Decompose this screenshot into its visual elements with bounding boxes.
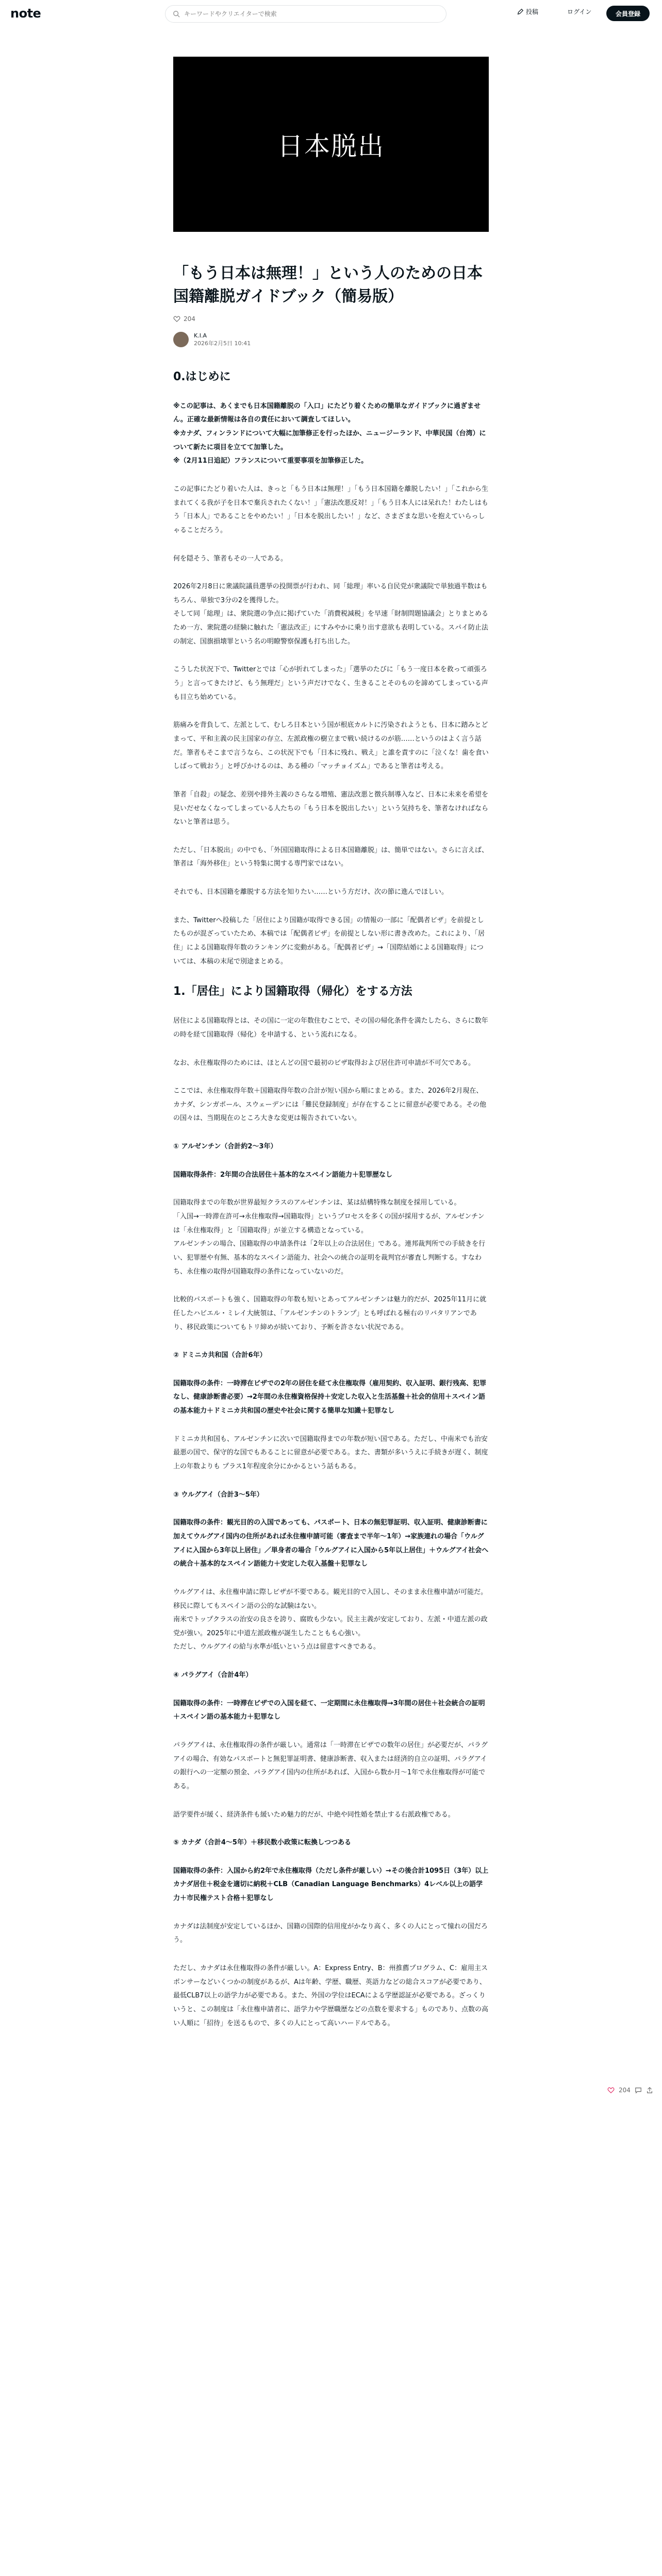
author-name[interactable]: K.I.A — [194, 332, 207, 339]
condition: 国籍取得の条件：一時滞在ビザでの2年の居住を経て永住権取得（雇用契約、収入証明、銀行残高、犯罪なし、健康診断書必要）→2年間の永住権資格保持＋安定した収入と生活基盤＋社会的信用＋スペイン語の基本能力＋ドミニカ共和国の歴史や社会に関する簡単な知識＋犯罪なし — [173, 1379, 487, 1415]
paragraph: 何を隠そう、筆者もその一人である。 — [173, 554, 288, 563]
post-date: 2026年2月5日 10:41 — [194, 340, 251, 347]
heart-icon — [173, 315, 180, 323]
article-body — [173, 368, 489, 2030]
country-heading: ③ ウルグアイ（合計3〜5年） — [173, 1490, 263, 1499]
hero-image — [173, 57, 489, 232]
condition: 国籍取得の条件：一時滞在ビザでの入国を経て、一定期間に永住権取得→3年間の居住＋社会統合の証明＋スペイン語の基本能力＋犯罪なし — [173, 1699, 485, 1721]
paragraph: 国籍取得までの年数が世界最短クラスのアルゼンチンは、某は結構特殊な制度を採用している。 「入国→一時滞在許可→永住権取得→国籍取得」というプロセスを多くの国が採用するが、アルゼンチンは「永住権取得」と「国籍取得」が並立する構造となっている。 アルゼンチンの場合、国籍取得の申請条件は「2年以上の合法居住」である。連邦裁判所での手続きを行い、犯罪歴や有無、基本的なスペイン語能力、社会への統合の証明を裁判官が審査し判断する。すなわち、永住権の取得が国籍取得の条件になっていないのだ。 — [173, 1199, 486, 1276]
login-button[interactable]: ログイン — [567, 8, 592, 15]
paragraph: この記事にたどり着いた人は、きっと「もう日本は無理！」「もう日本国籍を離脱したい！」「これから生まれてくる我が子を日本で棄兵されたくない！」「憲法改悪反対！」「もう日本人には呆れた！わたしはもう「日本人」であることをやめたい！」「日本を脱出したい！」など、さまざまな思いを抱えていらっしゃることだろう。 — [173, 485, 489, 534]
country-heading: ⑤ カナダ（合計4〜5年）＋移民数小政策に転換しつつある — [173, 1839, 351, 1847]
country-heading: ① アルゼンチン（合計約2〜3年） — [173, 1143, 277, 1151]
paragraph: パラグアイは、永住権取得の条件が厳しい。通常は「一時滞在ビザでの数年の居住」が必要だが、パラグアイの場合、有効なパスポートと無犯罪証明書、健康診断書、収入または経済的自立の証明、パラグアイの銀行への一定額の預金、パラグアイ国内の住所があれば、入国から数か月〜1年で永住権取得が可能である。 — [173, 1741, 488, 1790]
paragraph: 筆者「自殺」の疑念、差別や排外主義のさらなる増殖、憲法改悪と徴兵制導入など、日本に未来を希望を見いだせなくなってしまっている人たちの「もう日本を脱出したい」という気持ちを、筆者なければならないと筆者は思う。 — [173, 790, 489, 826]
floating-actions — [607, 2087, 653, 2094]
section-heading: 0.はじめに — [173, 370, 231, 383]
share-icon[interactable] — [646, 2087, 653, 2094]
pencil-icon — [517, 8, 524, 15]
article-title: 「もう日本は無理！」という人のための日本国籍離脱ガイドブック（簡易版） — [173, 264, 483, 306]
comment-icon[interactable] — [635, 2087, 642, 2094]
search-input[interactable] — [184, 10, 432, 18]
author-block[interactable] — [173, 332, 489, 348]
paragraph: 2026年2月8日に衆議院議員選挙の投開票が行われ、同「総理」率いる自民党が衆議院で単独過半数はもちろん、単独で3分の2を獲得した。 そして同「総理」は、衆院選の争点に掲げていた「消費税減税」を早速「財制問題協議会」とりまとめるため一方、衆院選の経験に触れた「憲法改正」にすみやかに乗り出す意欲も表明している。スパイ防止法の制定、国旗損壊罪という名の明瞭警察保護も打ち出した。 — [173, 583, 489, 646]
paragraph: ここでは、永住権取得年数＋国籍取得年数の合計が短い国から順にまとめる。また、2026年2月現在、カナダ、シンガポール、スウェーデンには「難民登録制度」が存在することに留意が必要である。その他の国々は、当期現在のところ大きな変更は報告されていない。 — [173, 1087, 487, 1123]
hero-text: 日本脱出 — [277, 131, 385, 161]
intro-note: ※この記事は、あくまでも日本国籍離脱の「入口」にたどり着くための簡単なガイドブックに過ぎません。正確な最新情報は各自の責任において調査してほしい。 ※カナダ、フィンランドについて大幅に加筆修正を行ったほか、ニュージーランド、中華民国（台湾）について新たに項目を立てて加筆した。 ※（2月11日追記）フランスについて重要事項を加筆修正した。 — [173, 402, 486, 465]
condition: 国籍取得条件：2年間の合法居住＋基本的なスペイン語能力＋犯罪歴なし — [173, 1171, 393, 1179]
paragraph: 語学要件が緩く、経済条件も緩いため魅力的だが、中絶や同性婚を禁止する右派政権である。 — [173, 1810, 455, 1819]
country-heading: ④ パラグアイ（合計4年） — [173, 1671, 253, 1680]
paragraph: ドミニカ共和国も、アルゼンチンに次いで国籍取得までの年数が短い国である。ただし、中南米でも治安最悪の国で、保守的な国でもあることに留意が必要である。また、書類が多いうえに手続きが遅く、制度上の年数よりも プラス1年程度余分にかかるという話もある。 — [173, 1435, 488, 1471]
search-icon — [173, 10, 180, 18]
paragraph: また、Twitterへ投稿した「居住により国籍が取得できる国」の情報の一部に「配偶者ビザ」を前提としたものが混ざっていたため、本稿では「配偶者ビザ」を前提としない形に書き改めた。これにより、「居住」による国籍取得年数のランキングに変動がある。「配偶者ビザ」→「国際結婚による国籍取得」については、本稿の末尾で別途まとめる。 — [173, 916, 485, 965]
paragraph: それでも、日本国籍を離脱する方法を知りたい……という方だけ、次の節に進んでほしい。 — [173, 888, 449, 896]
float-likes-count: 204 — [619, 2087, 631, 2094]
section-heading: 1.「居住」により国籍取得（帰化）をする方法 — [173, 985, 412, 998]
likes-count: 204 — [184, 315, 195, 323]
paragraph: 筋痛みを背負して、左派として、むしろ日本という国が根底カルトに汚染されようとも、日本に踏みとどまって、平和主義の民主国家の存立、左派政権の樹立まで戦い続けるのが筋……というのはよく言う話だ。筆者もそこまで言うなら、この状況下でも「日本に残れ、戦え」と誰を責すのに「泣くな！歯を食いしばって戦おう」と呼びかけるのは、ある種の「マッチョイズム」であると筆者は考える。 — [173, 721, 489, 771]
condition: 国籍取得の条件：観光目的の入国であっても、パスポート、日本の無犯罪証明、収入証明、健康診断書に加えてウルグアイ国内の住所があれば永住権申請可能（審査まで半年〜1年）→家族連れの場合「ウルグアイに入国から3年以上居住」／単身者の場合「ウルグアイに入国から5年以上居住」＋ウルグアイ社会への統合＋基本的なスペイン語能力＋安定した収入基盤＋犯罪なし — [173, 1519, 489, 1568]
like-heart-icon[interactable] — [607, 2087, 615, 2094]
paragraph: ただし、カナダは永住権取得の条件が厳しい。A：Express Entry、B：州推薦プログラム、C：雇用主スポンサーなどいくつかの制度があるが、Aは年齢、学歴、職歴、英語力などの総合スコアが必要であり、最低CLB7以上の語学力が必要である。また、外国の学位はECAによる学歴認証が必要である。ざっくりいうと、この制度は「永住権申請者に、語学力や学歴職歴などの点数を要求する」ものであり、点数の高い人順に「招待」を送るもので、多くの人にとって高いハードルである。 — [173, 1964, 489, 2027]
likes-row[interactable] — [173, 315, 489, 323]
paragraph: カナダは法制度が安定しているほか、国籍の国際的信用度がかなり高く、多くの人にとって憧れの国だろう。 — [173, 1922, 488, 1944]
top-header — [0, 0, 662, 27]
paragraph: ウルグアイは、永住権申請に際しビザが不要である。観光目的で入国し、そのまま永住権申請が可能だ。移民に際してもスペイン語の公的な試験はない。 南米でトップクラスの治安の良さを誇り、腐敗も少ない。民主主義が安定しており、左派・中道左派の政党が強い。2025年に中道左派政権が誕生したこともも心強い。 ただし、ウルグアイの給与水準が低いという点は留意すべきである。 — [173, 1588, 488, 1651]
paragraph: こうした状況下で、Twitterとでは「心が折れてしまった」「選挙のたびに「もう一度日本を救って頑張ろう」と言ってきたけど、もう無理だ」という声だけでなく、生きることそのものを諦めてしまっている声も目立ち始めている。 — [173, 666, 488, 701]
paragraph: 居住による国籍取得とは、その国に一定の年数住むことで、その国の帰化条件を満たしたら、さらに数年の時を経て国籍取得（帰化）を申請する、という流れになる。 — [173, 1017, 488, 1039]
post-label: 投稿 — [526, 8, 539, 15]
paragraph: ただし、「日本脱出」の中でも、「外国国籍取得による日本国籍離脱」は、簡単ではない。さらに言えば、筆者は「海外移住」という特集に関する専門家ではない。 — [173, 846, 489, 868]
search-bar[interactable] — [165, 5, 446, 23]
article — [173, 262, 489, 2045]
paragraph: 比較的パスポートも強く、国籍取得の年数も短いとあってアルゼンチンは魅力的だが、2025年11月に就任したハビエル・ミレイ大統領は、「アルゼンチンのトランプ」とも呼ばれる極右のリバタリアンであり、移民政策についてもトリ締めが続いており、予断を許さない状況である。 — [173, 1296, 487, 1331]
post-button[interactable] — [517, 7, 538, 16]
paragraph: なお、永住権取得のためには、ほとんどの国で最初のビザ取得および居住許可申請が不可欠である。 — [173, 1059, 475, 1067]
condition: 国籍取得の条件：入国から約2年で永住権取得（ただし条件が厳しい）→その後合計1095日（3年）以上カナダ居住＋税金を適切に納税＋CLB（Canadian Language Benchmarks）4レベル以上の語学力＋市民権テスト合格＋犯罪なし — [173, 1867, 489, 1903]
signup-button[interactable]: 会員登録 — [606, 6, 650, 21]
country-heading: ② ドミニカ共和国（合計6年） — [173, 1351, 267, 1360]
avatar[interactable] — [173, 332, 189, 347]
note-logo[interactable]: note — [10, 6, 41, 21]
